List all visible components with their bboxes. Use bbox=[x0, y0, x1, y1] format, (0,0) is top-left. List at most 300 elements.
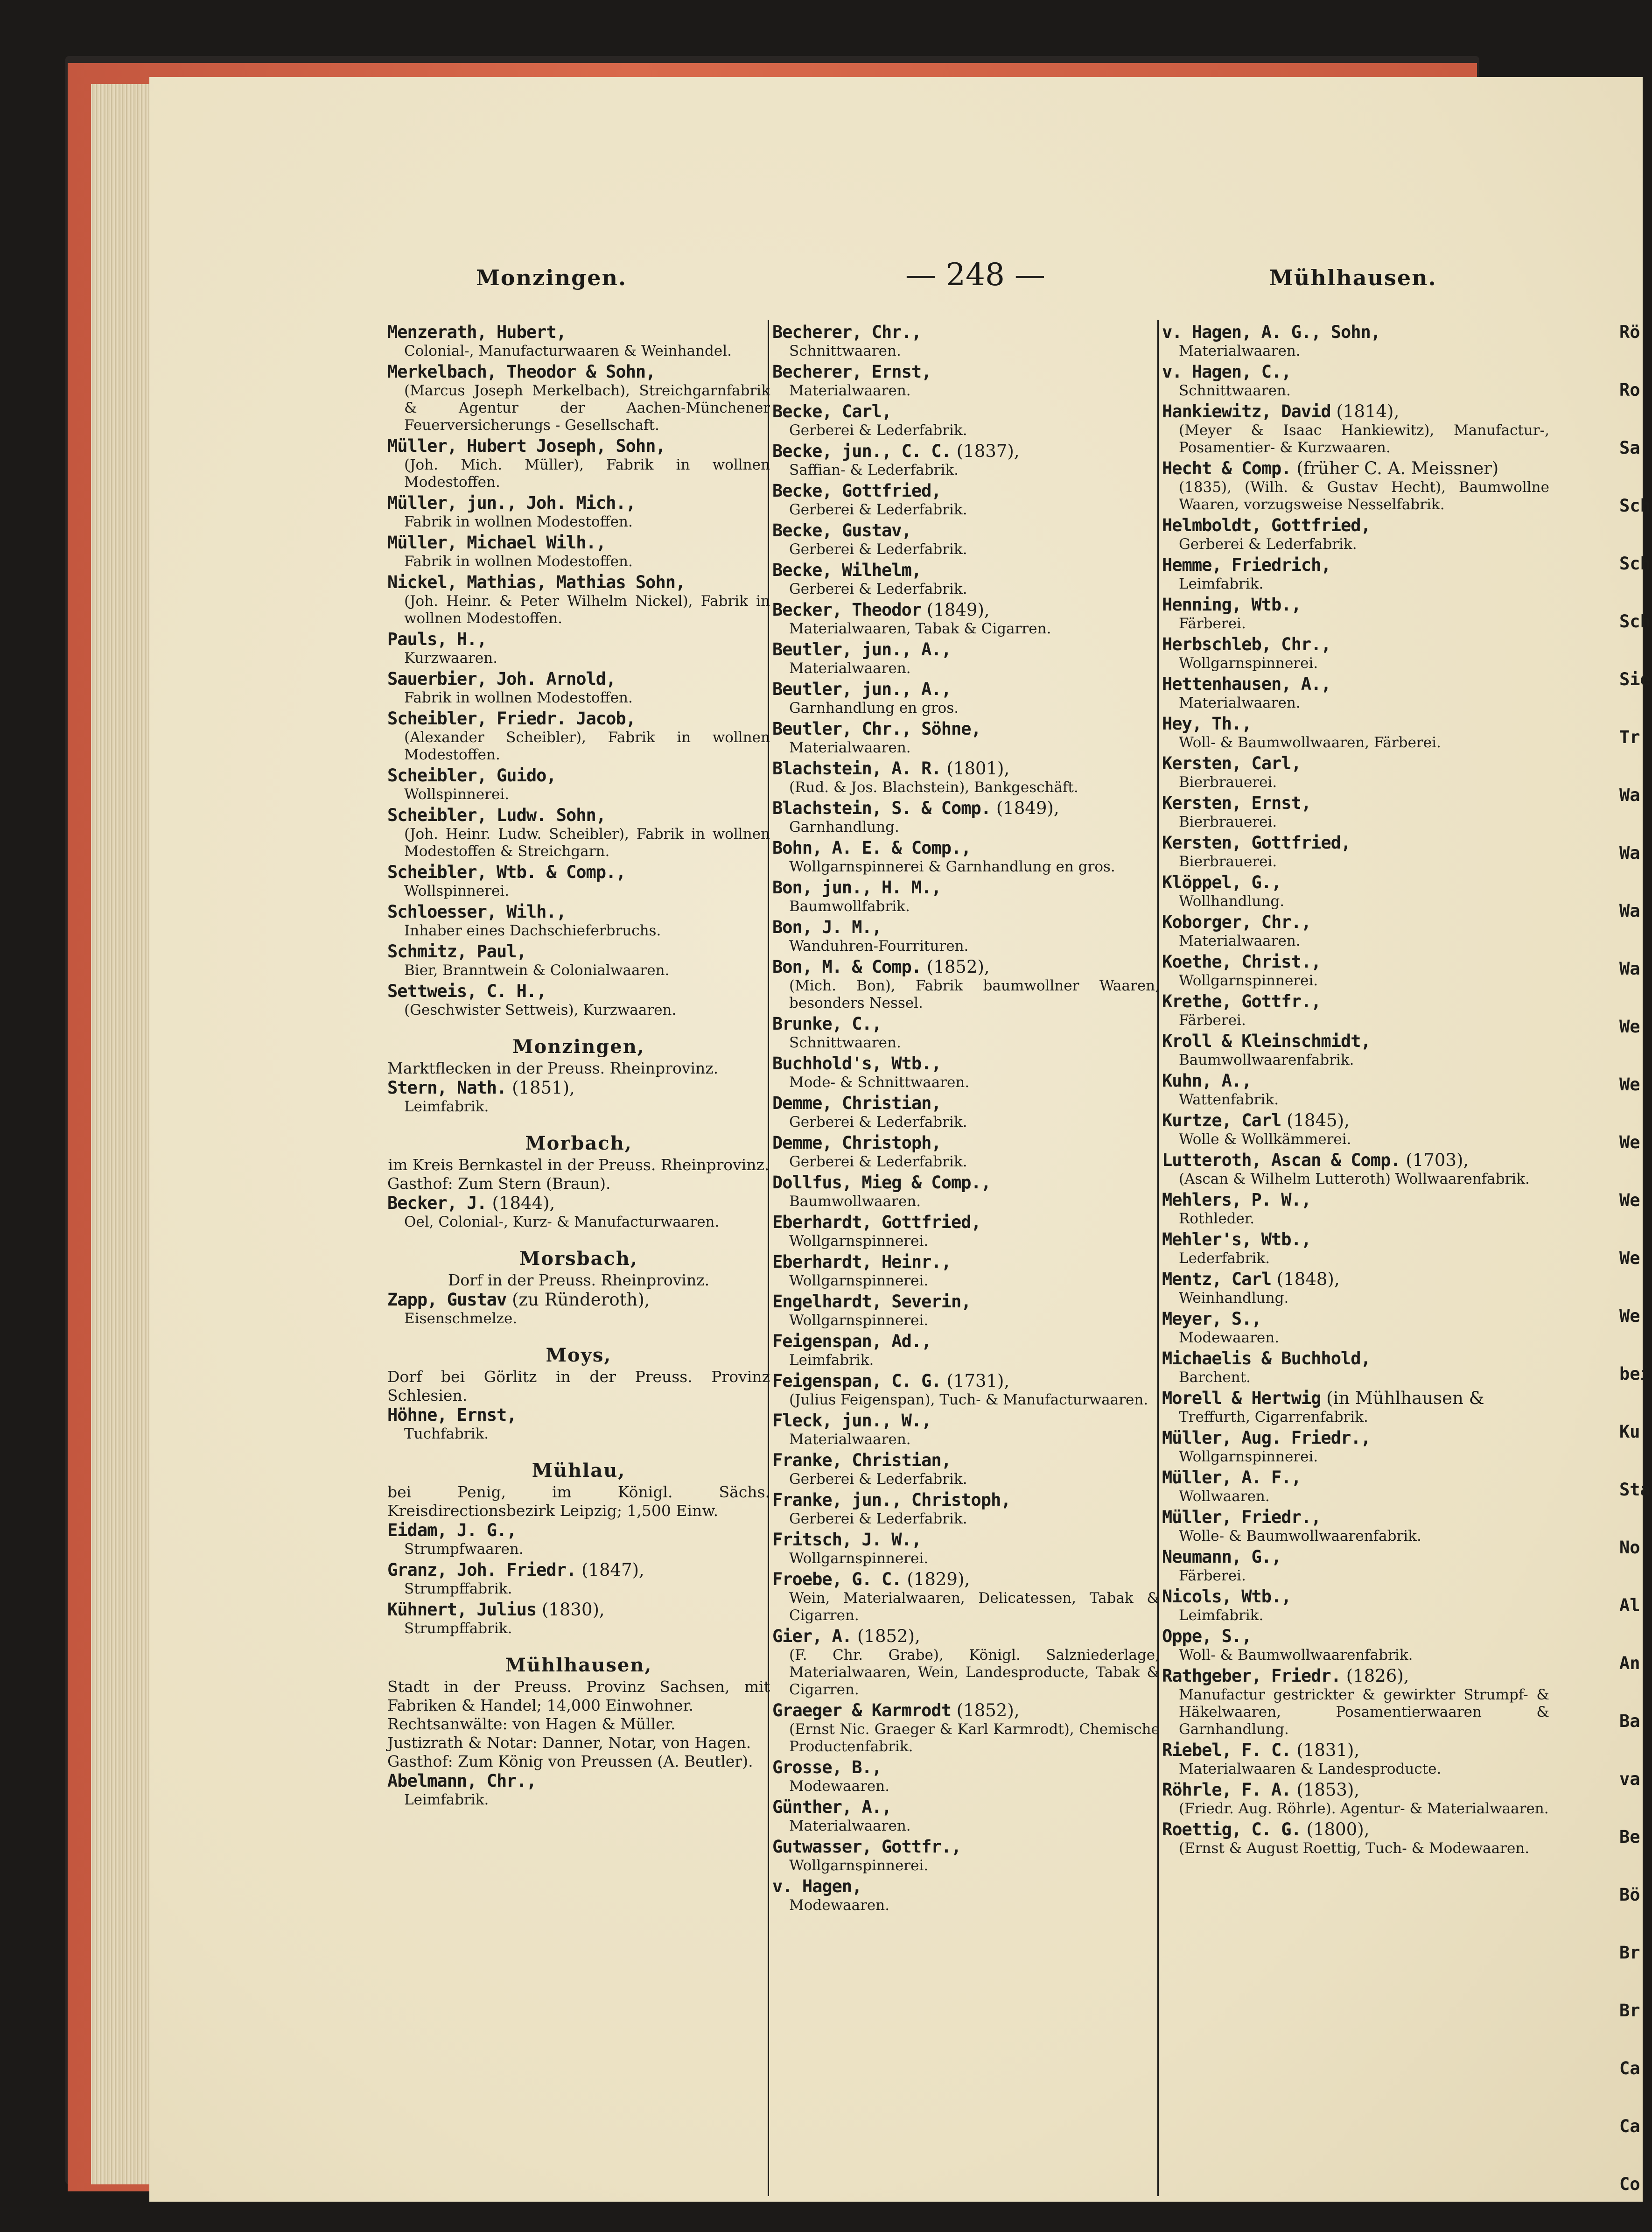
entry-name bbox=[1162, 1547, 1549, 1567]
entry-name-text: Kurtze, Carl bbox=[1162, 1110, 1281, 1130]
entry-name-text: Graeger & Karmrodt bbox=[772, 1700, 951, 1720]
cut-off-entry-fragment: We bbox=[1619, 1190, 1640, 1210]
directory-entry bbox=[1162, 1229, 1549, 1267]
entry-description: Gerberei & Lederfabrik. bbox=[789, 541, 967, 558]
entry-founding-year: (1852), bbox=[951, 1700, 1020, 1720]
entry-name-text: Müller, Aug. Friedr., bbox=[1162, 1428, 1371, 1448]
entry-name bbox=[1162, 1190, 1549, 1210]
entry-name-text: Froebe, G. C. bbox=[772, 1569, 902, 1589]
cut-off-entry-fragment: Tr bbox=[1619, 727, 1640, 747]
entry-name bbox=[387, 1560, 770, 1580]
directory-entry bbox=[1162, 1269, 1549, 1307]
directory-entry bbox=[387, 533, 770, 570]
entry-description: Leimfabrik. bbox=[1179, 576, 1264, 592]
entry-description: Barchent. bbox=[1179, 1369, 1251, 1386]
entry-name bbox=[1162, 872, 1549, 893]
entry-founding-year: (1849), bbox=[921, 600, 990, 620]
entry-description: (Ernst & August Roettig, Tuch- & Modewaaren. bbox=[1179, 1840, 1530, 1857]
entry-founding-year: (1849), bbox=[991, 798, 1059, 818]
entry-name-text: Settweis, C. H., bbox=[387, 981, 546, 1001]
entry-name-text: Becke, jun., C. C. bbox=[772, 441, 951, 461]
directory-entry bbox=[772, 1411, 1160, 1448]
entry-founding-year: (1826), bbox=[1340, 1666, 1409, 1686]
entry-name-text: Nickel, Mathias, Mathias Sohn, bbox=[387, 572, 686, 592]
entry-name bbox=[1162, 1819, 1549, 1840]
entry-description: Gerberei & Lederfabrik. bbox=[789, 1153, 967, 1170]
directory-entry bbox=[387, 805, 770, 860]
directory-entry bbox=[387, 1600, 770, 1637]
directory-entry bbox=[1162, 714, 1549, 751]
entry-name-text: Becke, Gustav, bbox=[772, 520, 911, 540]
entry-description: Leimfabrik. bbox=[404, 1098, 489, 1115]
entry-description: Manufactur gestrickter & gewirkter Strumpf- & Häkelwaaren, Posamentierwaaren & Garnhandlung. bbox=[1179, 1686, 1549, 1738]
directory-entry bbox=[772, 957, 1160, 1012]
directory-entry bbox=[1162, 1666, 1549, 1738]
entry-founding-year: (1703), bbox=[1400, 1150, 1469, 1170]
entry-name-text: Gutwasser, Gottfr., bbox=[772, 1837, 961, 1857]
directory-entry bbox=[772, 1053, 1160, 1091]
entry-description: Färberei. bbox=[1179, 1012, 1246, 1029]
cut-off-entry-fragment: Be bbox=[1619, 1827, 1640, 1847]
entry-description: Saffian- & Lederfabrik. bbox=[789, 462, 959, 478]
cut-off-entry-fragment: va bbox=[1619, 1769, 1640, 1789]
entry-description: Baumwollwaarenfabrik. bbox=[1179, 1052, 1354, 1068]
cut-off-entry-fragment: Sa bbox=[1619, 438, 1640, 458]
entry-description: (Mich. Bon), Fabrik baumwollner Waaren, besonders Nessel. bbox=[789, 977, 1160, 1011]
directory-entry bbox=[1162, 555, 1549, 593]
entry-description: Baumwollwaaren. bbox=[789, 1193, 921, 1210]
entry-description: Inhaber eines Dachschieferbruchs. bbox=[404, 922, 661, 939]
column-4-cut-off bbox=[1619, 322, 1652, 2232]
directory-entry bbox=[772, 1291, 1160, 1329]
entry-name bbox=[387, 1600, 770, 1620]
entry-description: Gerberei & Lederfabrik. bbox=[789, 1114, 967, 1130]
directory-entry bbox=[1162, 595, 1549, 632]
directory-entry bbox=[387, 1771, 770, 1809]
section-title: Morsbach, bbox=[519, 1248, 638, 1270]
directory-entry bbox=[1162, 634, 1549, 672]
lawyers-line: Rechtsanwälte: von Hagen & Müller. bbox=[387, 1715, 676, 1733]
cut-off-entry-fragment: Sch bbox=[1619, 496, 1651, 516]
directory-entry bbox=[772, 441, 1160, 479]
entry-description: Strumpffabrik. bbox=[404, 1580, 512, 1597]
entry-description: Leimfabrik. bbox=[404, 1791, 489, 1808]
entry-name-text: Helmboldt, Gottfried, bbox=[1162, 515, 1371, 535]
entry-name bbox=[772, 520, 1160, 541]
entry-founding-year: (1800), bbox=[1301, 1819, 1370, 1839]
directory-entry bbox=[387, 322, 770, 360]
entry-name-text: Hey, Th., bbox=[1162, 714, 1252, 734]
directory-entry bbox=[772, 401, 1160, 439]
entry-founding-year: (früher C. A. Meissner) bbox=[1291, 458, 1499, 478]
section-title: Moys, bbox=[546, 1344, 612, 1366]
entry-founding-year: (1851), bbox=[506, 1078, 575, 1098]
entry-description: (Joh. Heinr. & Peter Wilhelm Nickel), Fabrik in wollnen Modestoffen. bbox=[404, 593, 770, 627]
entry-name bbox=[1162, 1269, 1549, 1290]
directory-entry bbox=[1162, 1071, 1549, 1109]
entry-description: Materialwaaren. bbox=[1179, 695, 1301, 711]
directory-entry bbox=[387, 1520, 770, 1558]
entry-name bbox=[1162, 322, 1549, 343]
entry-description: Fabrik in wollnen Modestoffen. bbox=[404, 689, 633, 706]
entry-founding-year: (1831), bbox=[1291, 1740, 1360, 1760]
directory-entry bbox=[387, 572, 770, 627]
directory-entry bbox=[1162, 401, 1549, 456]
entry-name-text: Becke, Carl, bbox=[772, 401, 892, 421]
entry-name-text: Schloesser, Wilh., bbox=[387, 902, 566, 922]
entry-name bbox=[772, 1797, 1160, 1818]
cut-off-entry-fragment: Co bbox=[1619, 2174, 1640, 2194]
entry-description: Mode- & Schnittwaaren. bbox=[789, 1074, 970, 1091]
section-intro: Marktflecken in der Preuss. Rheinprovinz. bbox=[387, 1059, 719, 1077]
cut-off-entry-fragment: We bbox=[1619, 1132, 1640, 1152]
cut-off-entry-fragment: Ku bbox=[1619, 1422, 1640, 1442]
entry-name-text: Eberhardt, Heinr., bbox=[772, 1252, 951, 1272]
entry-name-text: Günther, A., bbox=[772, 1797, 892, 1817]
entry-name bbox=[387, 765, 770, 786]
directory-entry bbox=[387, 1078, 770, 1116]
entry-name bbox=[1162, 1467, 1549, 1488]
page-edges bbox=[91, 84, 153, 2184]
entry-name bbox=[1162, 674, 1549, 695]
entry-description: (Meyer & Isaac Hankiewitz), Manufactur-, Posamentier- & Kurzwaaren. bbox=[1179, 422, 1549, 456]
cut-off-entry-fragment: Al bbox=[1619, 1595, 1640, 1615]
entry-name bbox=[772, 1490, 1160, 1510]
entry-name bbox=[772, 362, 1160, 382]
directory-entry bbox=[1162, 1110, 1549, 1148]
directory-entry bbox=[1162, 322, 1549, 360]
directory-entry bbox=[772, 798, 1160, 836]
entry-name bbox=[772, 758, 1160, 779]
cut-off-entry-fragment: Br bbox=[1619, 1943, 1640, 1963]
entry-description: Strumpffabrik. bbox=[404, 1620, 512, 1637]
entry-name-text: Röhrle, F. A. bbox=[1162, 1780, 1291, 1800]
entry-description: Bierbrauerei. bbox=[1179, 814, 1277, 830]
directory-entry bbox=[1162, 1031, 1549, 1069]
entry-name-text: Eidam, J. G., bbox=[387, 1520, 517, 1540]
entry-name-text: Zapp, Gustav bbox=[387, 1290, 507, 1310]
entry-name-text: Bohn, A. E. & Comp., bbox=[772, 838, 971, 858]
directory-entry bbox=[772, 1700, 1160, 1755]
section-title: Morbach, bbox=[525, 1132, 632, 1154]
directory-entry bbox=[772, 1626, 1160, 1699]
entry-name-text: Becker, J. bbox=[387, 1193, 487, 1213]
column-2 bbox=[772, 322, 1160, 1916]
entry-name bbox=[772, 639, 1160, 660]
entry-name-text: Feigenspan, C. G. bbox=[772, 1371, 941, 1391]
directory-entry bbox=[1162, 1388, 1549, 1426]
directory-entry bbox=[387, 362, 770, 434]
directory-entry bbox=[772, 1093, 1160, 1131]
entry-founding-year: (1829), bbox=[901, 1569, 970, 1589]
entry-name bbox=[772, 1331, 1160, 1352]
entry-name bbox=[1162, 595, 1549, 615]
entry-name bbox=[1162, 793, 1549, 814]
cut-off-entry-fragment: bei bbox=[1619, 1364, 1651, 1384]
entry-name-text: Kersten, Gottfried, bbox=[1162, 833, 1351, 853]
directory-entry bbox=[772, 1212, 1160, 1250]
entry-name-text: Brunke, C., bbox=[772, 1014, 882, 1034]
directory-entry bbox=[1162, 1309, 1549, 1347]
entry-name-text: Dollfus, Mieg & Comp., bbox=[772, 1172, 991, 1193]
entry-description: Wollgarnspinnerei. bbox=[1179, 655, 1318, 672]
running-head-left: Monzingen. bbox=[476, 265, 627, 290]
directory-entry bbox=[772, 1797, 1160, 1835]
cut-off-entry-fragment: Sta bbox=[1619, 1480, 1651, 1500]
entry-description: Modewaaren. bbox=[1179, 1329, 1280, 1346]
entry-name-text: Merkelbach, Theodor & Sohn, bbox=[387, 362, 656, 382]
entry-name-text: Franke, Christian, bbox=[772, 1450, 951, 1470]
directory-entry bbox=[772, 1837, 1160, 1874]
entry-description: Wollgarnspinnerei. bbox=[789, 1312, 929, 1329]
entry-description: Gerberei & Lederfabrik. bbox=[789, 1510, 967, 1527]
entry-name-text: Pauls, H., bbox=[387, 629, 487, 649]
entry-name-text: Mehlers, P. W., bbox=[1162, 1190, 1311, 1210]
entry-name bbox=[387, 1771, 770, 1791]
cut-off-entry-fragment: Sie bbox=[1619, 669, 1651, 689]
entry-description: Treffurth, Cigarrenfabrik. bbox=[1179, 1409, 1368, 1425]
directory-entry bbox=[772, 481, 1160, 519]
entry-founding-year: (1844), bbox=[486, 1193, 555, 1213]
entry-description: Färberei. bbox=[1179, 615, 1246, 632]
entry-name bbox=[1162, 1309, 1549, 1329]
entry-description: Wollwaaren. bbox=[1179, 1488, 1270, 1505]
entry-name-text: Hankiewitz, David bbox=[1162, 401, 1331, 421]
directory-entry bbox=[772, 1014, 1160, 1052]
entry-name bbox=[772, 1757, 1160, 1778]
entry-name-text: Mentz, Carl bbox=[1162, 1269, 1272, 1289]
entry-name bbox=[1162, 714, 1549, 734]
entry-name-text: Müller, Michael Wilh., bbox=[387, 533, 606, 553]
entry-description: Modewaaren. bbox=[789, 1897, 890, 1914]
entry-name-text: Rathgeber, Friedr. bbox=[1162, 1666, 1341, 1686]
entry-description: Tuchfabrik. bbox=[404, 1425, 489, 1442]
entry-name bbox=[1162, 1586, 1549, 1607]
entry-name bbox=[1162, 1071, 1549, 1091]
entry-description: Wollgarnspinnerei. bbox=[789, 1550, 929, 1567]
entry-description: Materialwaaren. bbox=[1179, 343, 1301, 359]
entry-name bbox=[772, 917, 1160, 938]
page-number: — 248 — bbox=[905, 257, 1045, 293]
entry-name bbox=[1162, 1348, 1549, 1369]
entry-name bbox=[1162, 1388, 1549, 1409]
directory-entry bbox=[772, 1371, 1160, 1409]
entry-description: Materialwaaren, Tabak & Cigarren. bbox=[789, 620, 1051, 637]
entry-description: Materialwaaren. bbox=[789, 1431, 911, 1448]
entry-name-text: Kühnert, Julius bbox=[387, 1600, 537, 1620]
entry-name bbox=[387, 362, 770, 382]
entry-description: Materialwaaren. bbox=[1179, 933, 1301, 949]
entry-name-text: Abelmann, Chr., bbox=[387, 1771, 537, 1791]
entry-name-text: Hemme, Friedrich, bbox=[1162, 555, 1331, 575]
entry-description: Gerberei & Lederfabrik. bbox=[789, 1471, 967, 1488]
entry-description: Fabrik in wollnen Modestoffen. bbox=[404, 553, 633, 570]
cut-off-entry-fragment: Rö bbox=[1619, 322, 1640, 342]
directory-entry bbox=[772, 679, 1160, 717]
entry-name-text: Beutler, Chr., Söhne, bbox=[772, 719, 981, 739]
directory-entry bbox=[772, 719, 1160, 757]
entry-description: (Joh. Heinr. Ludw. Scheibler), Fabrik in wollnen Modestoffen & Streichgarn. bbox=[404, 826, 770, 860]
entry-name bbox=[772, 1837, 1160, 1857]
entry-founding-year: (1830), bbox=[536, 1600, 605, 1620]
directory-entry bbox=[1162, 1780, 1549, 1818]
entry-name bbox=[387, 981, 770, 1002]
entry-name bbox=[387, 805, 770, 826]
entry-description: Leimfabrik. bbox=[789, 1352, 874, 1369]
cut-off-entry-fragment: Wa bbox=[1619, 959, 1640, 979]
entry-name bbox=[1162, 634, 1549, 655]
entry-name bbox=[772, 679, 1160, 700]
entry-name bbox=[387, 572, 770, 593]
entry-name-text: Lutteroth, Ascan & Comp. bbox=[1162, 1150, 1400, 1170]
entry-name-text: Becke, Gottfried, bbox=[772, 481, 941, 501]
entry-name bbox=[387, 533, 770, 553]
entry-name bbox=[1162, 458, 1549, 479]
entry-name bbox=[772, 1569, 1160, 1590]
entry-description: (Alexander Scheibler), Fabrik in wollnen Modestoffen. bbox=[404, 729, 770, 763]
entry-description: Wanduhren-Fourrituren. bbox=[789, 938, 969, 955]
entry-description: Modewaaren. bbox=[789, 1778, 890, 1795]
entry-name bbox=[772, 1530, 1160, 1550]
directory-entry bbox=[387, 669, 770, 707]
entry-name-text: Becke, Wilhelm, bbox=[772, 560, 922, 580]
entry-name-text: Blachstein, S. & Comp. bbox=[772, 798, 991, 818]
section-intro: Dorf bei Görlitz in der Preuss. Provinz Schlesien. bbox=[387, 1368, 770, 1404]
entry-description: Bier, Branntwein & Colonialwaaren. bbox=[404, 962, 670, 979]
directory-entry bbox=[1162, 515, 1549, 553]
entry-name bbox=[1162, 833, 1549, 853]
entry-description: Woll- & Baumwollwaarenfabrik. bbox=[1179, 1647, 1413, 1663]
entry-name-text: Müller, Friedr., bbox=[1162, 1507, 1321, 1527]
entry-description: Fabrik in wollnen Modestoffen. bbox=[404, 513, 633, 530]
entry-description: Materialwaaren. bbox=[789, 739, 911, 756]
entry-name-text: Riebel, F. C. bbox=[1162, 1740, 1291, 1760]
entry-founding-year: (zu Ründeroth), bbox=[506, 1290, 650, 1310]
directory-entry bbox=[772, 758, 1160, 796]
entry-name-text: Höhne, Ernst, bbox=[387, 1405, 517, 1425]
entry-name bbox=[1162, 912, 1549, 933]
cut-off-entry-fragment: Wa bbox=[1619, 785, 1640, 805]
cut-off-entry-fragment: We bbox=[1619, 1017, 1640, 1037]
entry-name-text: Sauerbier, Joh. Arnold, bbox=[387, 669, 616, 689]
entry-name bbox=[772, 957, 1160, 977]
entry-name bbox=[387, 902, 770, 922]
directory-entry bbox=[772, 600, 1160, 638]
entry-name bbox=[772, 1093, 1160, 1114]
entry-description: Schnittwaaren. bbox=[789, 343, 901, 359]
directory-entry bbox=[1162, 1547, 1549, 1585]
cut-off-entry-fragment: An bbox=[1619, 1653, 1640, 1673]
entry-name bbox=[772, 401, 1160, 422]
directory-entry bbox=[1162, 458, 1549, 513]
entry-description: (Julius Feigenspan), Tuch- & Manufacturwaaren. bbox=[789, 1391, 1148, 1408]
entry-name bbox=[1162, 1110, 1549, 1131]
entry-list bbox=[1162, 322, 1549, 1857]
entry-name bbox=[1162, 1229, 1549, 1250]
entry-founding-year: (1848), bbox=[1271, 1269, 1340, 1289]
entry-description: Wollgarnspinnerei. bbox=[789, 1857, 929, 1874]
entry-name-text: Koethe, Christ., bbox=[1162, 952, 1321, 972]
cut-off-entry-fragment: We bbox=[1619, 1306, 1640, 1326]
column-3 bbox=[1162, 322, 1549, 1859]
directory-entry bbox=[1162, 1740, 1549, 1778]
entry-description: (Marcus Joseph Merkelbach), Streichgarnfabrik & Agentur der Aachen-Münchener Feuerversicherungs - Gesellschaft. bbox=[404, 382, 770, 434]
entry-name-text: Becherer, Ernst, bbox=[772, 362, 931, 382]
directory-entry bbox=[1162, 833, 1549, 870]
section-intro: Stadt in der Preuss. Provinz Sachsen, mit Fabriken & Handel; 14,000 Einwohner. bbox=[387, 1678, 770, 1714]
directory-entry bbox=[1162, 1428, 1549, 1466]
entry-description: Färberei. bbox=[1179, 1567, 1246, 1584]
entry-name-text: Meyer, S., bbox=[1162, 1309, 1261, 1329]
directory-entry bbox=[387, 765, 770, 803]
entry-founding-year: (1852), bbox=[852, 1626, 920, 1646]
entry-name-text: Kuhn, A., bbox=[1162, 1071, 1252, 1091]
entry-description: (Ascan & Wilhelm Lutteroth) Wollwaarenfabrik. bbox=[1179, 1171, 1530, 1187]
entry-name bbox=[1162, 1507, 1549, 1528]
entry-description: (F. Chr. Grabe), Königl. Salzniederlage, Materialwaaren, Wein, Landesproducte, Tabak & Cigarren. bbox=[789, 1647, 1160, 1698]
entry-founding-year: (1853), bbox=[1291, 1780, 1360, 1800]
entry-name bbox=[1162, 952, 1549, 972]
entry-name bbox=[387, 1078, 770, 1098]
entry-founding-year: (1847), bbox=[576, 1560, 644, 1580]
entry-name bbox=[1162, 1150, 1549, 1171]
entry-name bbox=[772, 1371, 1160, 1391]
entry-name-text: Schmitz, Paul, bbox=[387, 941, 526, 962]
directory-entry bbox=[1162, 674, 1549, 712]
directory-entry bbox=[772, 520, 1160, 558]
directory-entry bbox=[772, 917, 1160, 955]
entry-name-text: Krethe, Gottfr., bbox=[1162, 991, 1321, 1011]
gasthof-line: Gasthof: Zum Stern (Braun). bbox=[387, 1174, 611, 1193]
entry-name bbox=[1162, 1428, 1549, 1448]
entry-description: Materialwaaren. bbox=[789, 1818, 911, 1834]
directory-entry bbox=[772, 362, 1160, 400]
entry-name-text: Bon, J. M., bbox=[772, 917, 882, 937]
section-title: Mühlhausen, bbox=[505, 1654, 652, 1676]
cut-off-entry-fragment: Wa bbox=[1619, 843, 1640, 863]
directory-entry bbox=[1162, 793, 1549, 831]
entry-name bbox=[387, 322, 770, 343]
entry-name-text: Kersten, Ernst, bbox=[1162, 793, 1311, 813]
entry-description: Wollspinnerei. bbox=[404, 786, 510, 803]
gasthof-line: Gasthof: Zum König von Preussen (A. Beutler). bbox=[387, 1752, 753, 1770]
directory-entry bbox=[387, 902, 770, 940]
entry-name-text: Kersten, Carl, bbox=[1162, 753, 1301, 773]
entry-description: Lederfabrik. bbox=[1179, 1250, 1270, 1267]
directory-entry bbox=[1162, 1626, 1549, 1664]
entry-name bbox=[772, 441, 1160, 462]
entry-description: Leimfabrik. bbox=[1179, 1607, 1264, 1624]
entry-name bbox=[1162, 555, 1549, 576]
entry-name bbox=[772, 600, 1160, 620]
entry-name-text: Fleck, jun., W., bbox=[772, 1411, 931, 1431]
entry-name-text: v. Hagen, A. G., Sohn, bbox=[1162, 322, 1381, 342]
entry-name bbox=[1162, 753, 1549, 774]
entry-name-text: Engelhardt, Severin, bbox=[772, 1291, 971, 1312]
entry-description: Bierbrauerei. bbox=[1179, 774, 1277, 791]
directory-entry bbox=[1162, 1507, 1549, 1545]
directory-entry bbox=[1162, 753, 1549, 791]
entry-name-text: Hecht & Comp. bbox=[1162, 458, 1291, 478]
entry-name-text: Granz, Joh. Friedr. bbox=[387, 1560, 576, 1580]
directory-entry bbox=[772, 1490, 1160, 1528]
directory-entry bbox=[387, 709, 770, 764]
directory-entry bbox=[1162, 912, 1549, 950]
directory-entry bbox=[1162, 1467, 1549, 1505]
entry-name bbox=[1162, 1626, 1549, 1647]
directory-entry bbox=[1162, 1150, 1549, 1188]
entry-name-text: Beutler, jun., A., bbox=[772, 639, 951, 660]
